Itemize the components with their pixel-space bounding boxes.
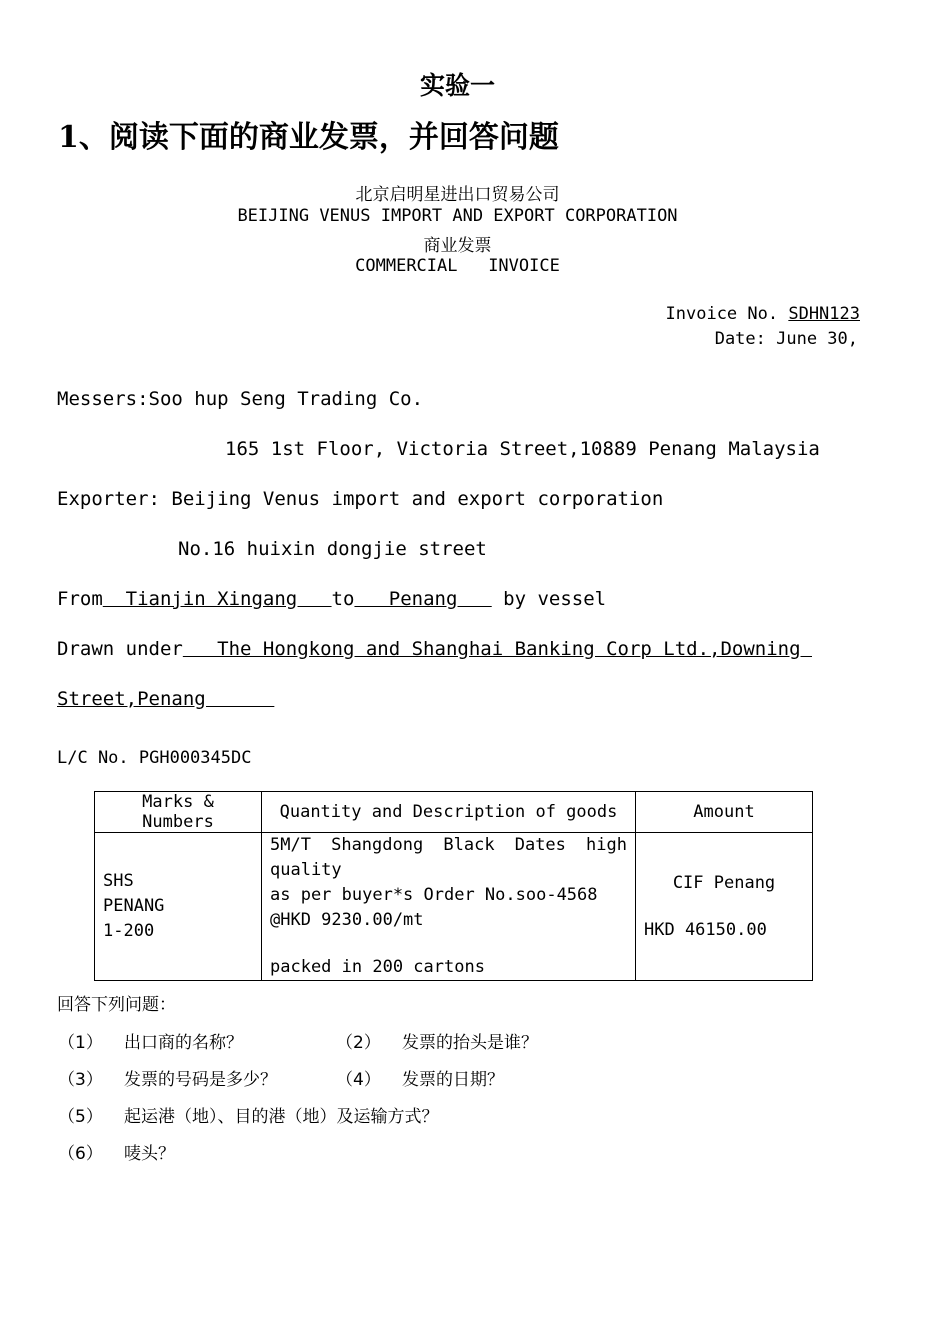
invoice-number-value: SDHN123 [788, 304, 860, 324]
document-title-en: COMMERCIAL INVOICE [355, 256, 560, 276]
question-number: （1） [58, 1033, 103, 1053]
drawn-under-line [57, 638, 812, 660]
description-line: @HKD 9230.00/mt [270, 910, 424, 930]
header-marks: Marks & Numbers [95, 792, 262, 833]
drawn-under-label: Drawn under [57, 638, 183, 660]
question-3 [58, 1065, 103, 1090]
port-of-loading: Tianjin Xingang [102, 588, 332, 610]
description-line: 5M/T Shangdong Black Dates high [270, 835, 627, 855]
question-heading: 1、阅读下面的商业发票，并回答问题 [58, 120, 559, 155]
invoice-date: Date: June 30, [714, 329, 858, 349]
buyer-name: Soo hup Seng Trading Co. [148, 388, 424, 410]
question-number: （5） [58, 1107, 103, 1127]
question-6-text: 唛头？ [124, 1144, 175, 1164]
table-header-row [95, 792, 813, 833]
mark-line: PENANG [103, 896, 165, 916]
question-number: （4） [336, 1070, 381, 1090]
question-4 [336, 1065, 381, 1090]
question-4-text: 发票的日期？ [402, 1070, 504, 1090]
goods-table [94, 791, 813, 981]
exporter-label: Exporter: [57, 488, 172, 510]
question-5-text: 起运港（地）、目的港（地）及运输方式？ [124, 1107, 439, 1127]
issuing-bank-line2: Street,Penang [57, 688, 275, 710]
question-2-text: 发票的抬头是谁？ [402, 1033, 538, 1053]
question-1-text: 出口商的名称？ [124, 1033, 243, 1053]
question-2 [336, 1028, 381, 1053]
buyer-address: 165 1st Floor, Victoria Street,10889 Penang Malaysia [225, 438, 820, 460]
goods-description [262, 833, 636, 981]
exporter-address: No.16 huixin dongjie street [178, 538, 487, 560]
messers-label: Messers: [57, 388, 149, 410]
from-label: From [57, 588, 103, 610]
description-line: quality [270, 860, 342, 880]
exporter-name: Beijing Venus import and export corporation [171, 488, 664, 510]
invoice-number-label: Invoice No. [665, 304, 789, 324]
question-6 [58, 1139, 103, 1164]
exporter-line [57, 488, 663, 510]
question-1 [58, 1028, 103, 1053]
description-spacer [270, 933, 627, 955]
issuing-bank-line1: The Hongkong and Shanghai Banking Corp Ltd.,Downing [182, 638, 812, 660]
route-line [57, 588, 606, 610]
header-amount: Amount [636, 792, 813, 833]
total-amount: HKD 46150.00 [644, 919, 767, 940]
company-name-en: BEIJING VENUS IMPORT AND EXPORT CORPORATION [237, 206, 678, 226]
table-row [95, 833, 813, 981]
invoice-number [666, 304, 860, 324]
shipping-marks [95, 833, 262, 981]
mark-line: SHS [103, 871, 134, 891]
price-terms: CIF Penang [672, 872, 776, 893]
answers-title: 回答下列问题： [57, 995, 176, 1015]
document-title-cn: 商业发票 [423, 236, 492, 256]
experiment-title: 实验一 [419, 71, 495, 100]
amount-spacer [644, 896, 804, 918]
question-5 [58, 1102, 103, 1127]
company-name-cn: 北京启明星进出口贸易公司 [355, 185, 560, 205]
question-number: （6） [58, 1144, 103, 1164]
description-line: packed in 200 cartons [270, 957, 485, 977]
question-3-text: 发票的号码是多少？ [124, 1070, 277, 1090]
header-description: Quantity and Description of goods [262, 792, 636, 833]
port-of-destination: Penang [354, 588, 492, 610]
mark-line: 1-200 [103, 921, 155, 941]
amount-cell [636, 833, 813, 981]
description-line: as per buyer*s Order No.soo-4568 [270, 885, 598, 905]
to-label: to [331, 588, 355, 610]
messers-line [57, 388, 423, 410]
transport-mode: by vessel [491, 588, 607, 610]
lc-number: L/C No. PGH000345DC [57, 748, 252, 768]
question-number: （2） [336, 1033, 381, 1053]
question-number: （3） [58, 1070, 103, 1090]
